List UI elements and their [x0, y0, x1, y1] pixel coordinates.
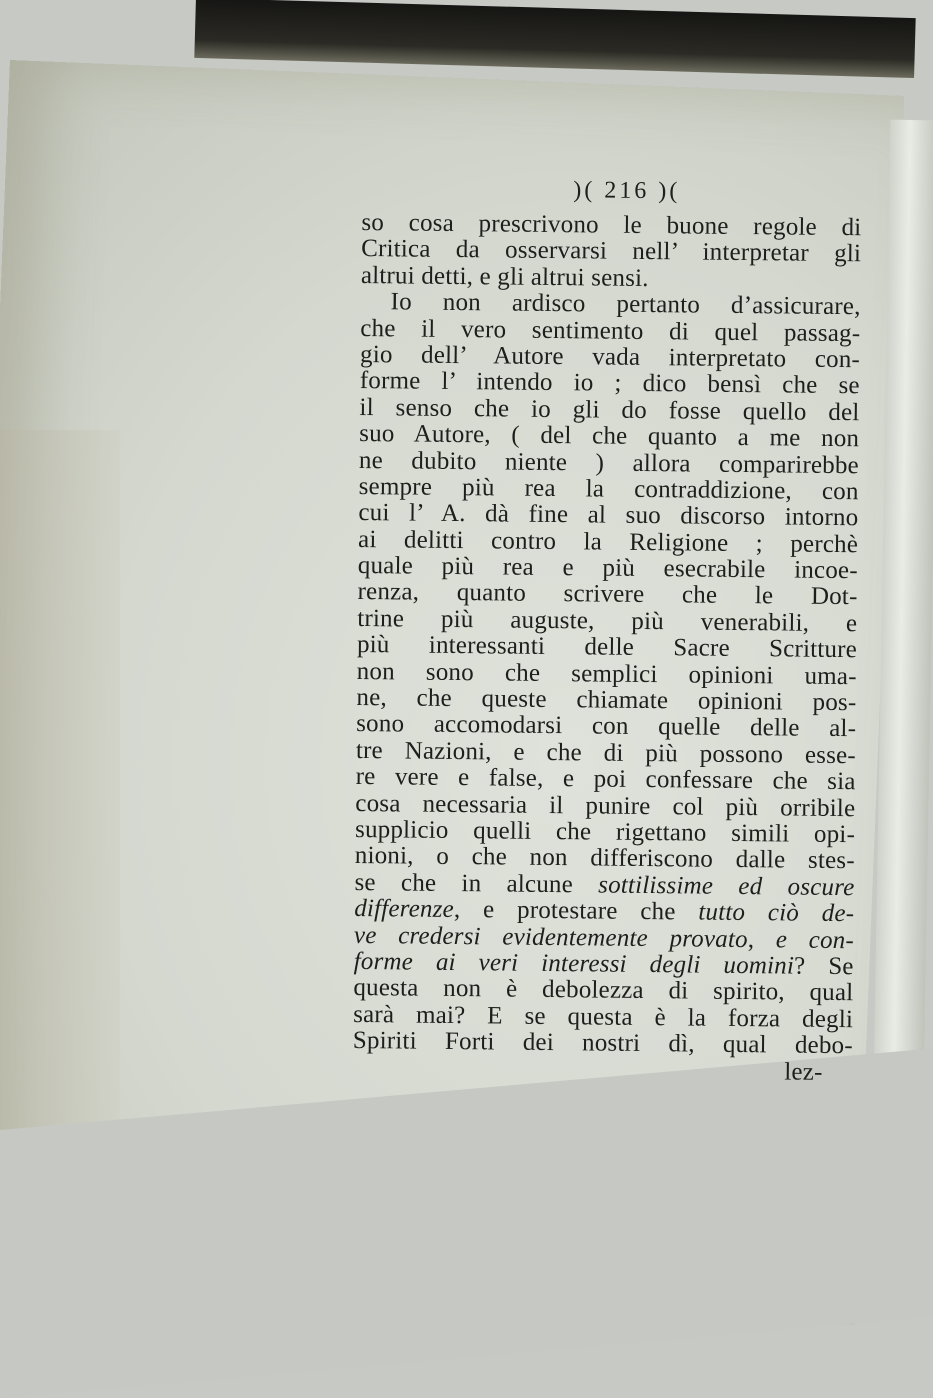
text-line: sempre più rea la contraddizione, con: [358, 472, 859, 506]
text-line: non sono che semplici opinioni uma-: [356, 657, 857, 690]
text-span: se che in alcune: [354, 868, 599, 899]
text-line: ai delitti contro la Religione ; perchè: [357, 525, 859, 558]
text-span: , e protestare che: [453, 896, 699, 926]
italic-span: forme ai veri interessi degli uomini: [353, 947, 795, 980]
text-line: più interessanti delle Sacre Scritture: [356, 631, 858, 664]
text-line: trine più auguste, più venerabili, e: [357, 604, 858, 638]
text-line: questa non è debolezza di spirito, qual: [353, 974, 854, 1007]
book-spine-shadow: [194, 0, 915, 78]
text-span: ? Se: [793, 952, 854, 981]
text-line: ne, che queste chiamate opinioni pos-: [356, 684, 857, 717]
text-line: Critica da osservarsi nell’ interpretar gli: [361, 235, 862, 268]
text-line: gio dell’ Autore vada interpretato con-: [359, 340, 861, 374]
text-line: altrui detti, e gli altrui sensi.: [360, 261, 649, 292]
text-line: sarà mai? E se questa è la forza degli: [353, 1000, 854, 1033]
italic-span: differenze: [354, 895, 455, 924]
italic-span: ve credersi evidentemente provato: [353, 921, 748, 953]
italic-span: e con-: [775, 925, 855, 954]
italic-span: tutto ciò de-: [698, 898, 855, 928]
text-line: Io non ardisco pertanto d’assicurare,: [390, 288, 861, 321]
page-number-header: )( 216 )(: [573, 177, 681, 205]
text-line: suo Autore, ( del che quanto a me non: [359, 420, 860, 453]
text-line: renza, quanto scrivere che le Dot-: [357, 578, 858, 611]
text-line: forme l’ intendo io ; dico bensì che se: [359, 367, 860, 400]
text-line: Spiriti Forti dei nostri dì, qual debo-: [352, 1027, 853, 1060]
page-stack-edge: [0, 430, 120, 1150]
text-line: il senso che io gli do fosse quello del: [359, 393, 860, 426]
text-line: cui l’ A. dà fine al suo discorso intorno: [358, 499, 859, 532]
text-line: che il vero sentimento di quel passag-: [360, 314, 861, 347]
text-line: sono accomodarsi con quelle delle al-: [356, 710, 857, 743]
text-line: nioni, o che non differiscono dalle stes-: [354, 842, 855, 875]
text-line: quale più rea e più esecrabile incoe-: [357, 552, 858, 585]
text-line: tre Nazioni, e che di più possono esse-: [355, 736, 857, 770]
page-text: [352, 170, 862, 1086]
catchword: lez-: [784, 1057, 823, 1086]
text-line: re vere e false, e poi confessare che sia: [355, 763, 856, 796]
text-line: supplicio quelli che rigettano simili opi-: [354, 815, 856, 849]
text-span: ,: [747, 925, 776, 953]
text-line: cosa necessaria il punire col più orribile: [355, 789, 856, 822]
text-line: ne dubito niente ) allora comparirebbe: [358, 446, 860, 479]
text-line: so cosa prescrivono le buone regole di: [361, 208, 862, 242]
italic-span: sottilissime ed oscure: [598, 871, 855, 901]
